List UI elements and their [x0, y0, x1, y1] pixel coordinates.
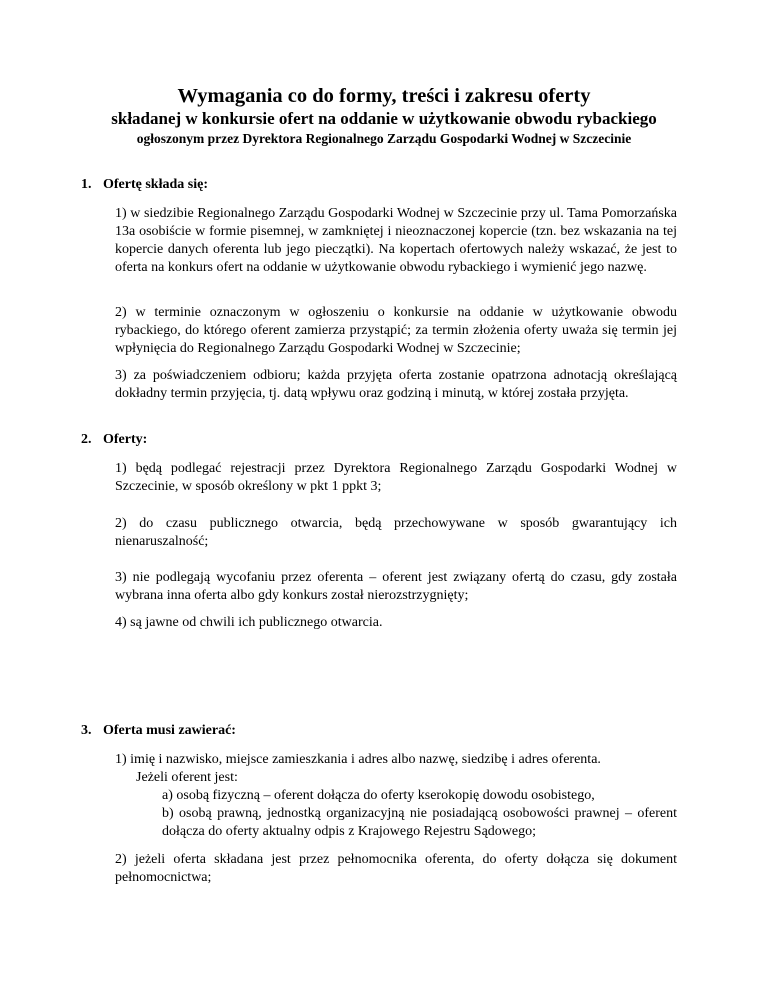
section-2-item-2: 2) do czasu publicznego otwarcia, będą przechowywane w sposób gwarantujący ich nienaruszalność; — [115, 516, 677, 549]
section-3-item-1-continuation: Jeżeli oferent jest: — [136, 770, 238, 785]
section-1-heading — [81, 176, 208, 194]
section-3-subitem-a: a) osobą fizyczną – oferent dołącza do oferty kserokopię dowodu osobistego, — [162, 788, 595, 803]
section-2-item-1: 1) będą podlegać rejestracji przez Dyrektora Regionalnego Zarządu Gospodarki Wodnej w Szczecinie, w sposób określony w pkt 1 ppkt 3; — [115, 461, 677, 494]
section-2-item-4: 4) są jawne od chwili ich publicznego otwarcia. — [115, 615, 383, 630]
section-3-item-2: 2) jeżeli oferta składana jest przez pełnomocnika oferenta, do oferty dołącza się dokument pełnomocnictwa; — [115, 852, 677, 885]
document-title: Wymagania co do formy, treści i zakresu oferty — [177, 85, 591, 107]
section-heading-text: Oferta musi zawierać: — [103, 723, 236, 738]
section-1-item-1: 1) w siedzibie Regionalnego Zarządu Gospodarki Wodnej w Szczecinie przy ul. Tama Pomorzańska 13a osobiście w formie pisemnej, w zamkniętej i nieoznaczonej kopercie (tzn. bez wskazania na tej kopercie danych oferenta lub jego pieczątki). Na kopertach ofertowych należy wskazać, że jest to oferta na konkurs ofert na oddanie w użytkowanie obwodu rybackiego i wymienić jego nazwę. — [115, 206, 677, 275]
section-1-item-3: 3) za poświadczeniem odbioru; każda przyjęta oferta zostanie opatrzona adnotacją określającą dokładny termin przyjęcia, tj. datą wpływu oraz godziną i minutą, w której została przyjęta. — [115, 368, 677, 401]
section-3-subitem-b: b) osobą prawną, jednostką organizacyjną nie posiadającą osobowości prawnej – oferent dołącza do oferty aktualny odpis z Krajowego Rejestru Sądowego; — [162, 806, 677, 839]
section-1-item-2: 2) w terminie oznaczonym w ogłoszeniu o konkursie na oddanie w użytkowanie obwodu rybackiego, do którego oferent zamierza przystąpić; za termin złożenia oferty uważa się termin jej wpłynięcia do Regionalnego Zarządu Gospodarki Wodnej w Szczecinie; — [115, 305, 677, 356]
section-heading-text: Oferty: — [103, 432, 148, 447]
section-2-heading — [81, 431, 147, 449]
section-2-item-3: 3) nie podlegają wycofaniu przez oferenta – oferent jest związany ofertą do czasu, gdy została wybrana inna oferta albo gdy konkurs został nierozstrzygnięty; — [115, 570, 677, 603]
section-3-heading — [81, 722, 236, 740]
section-3-item-1: 1) imię i nazwisko, miejsce zamieszkania i adres albo nazwę, siedzibę i adres oferenta. — [115, 752, 601, 767]
section-number: 2. — [81, 432, 92, 447]
section-number: 1. — [81, 177, 92, 192]
document-subtitle: składanej w konkursie ofert na oddanie w użytkowanie obwodu rybackiego — [111, 109, 657, 128]
section-heading-text: Ofertę składa się: — [103, 177, 208, 192]
section-number: 3. — [81, 723, 92, 738]
document-subtitle-issuer: ogłoszonym przez Dyrektora Regionalnego Zarządu Gospodarki Wodnej w Szczecinie — [136, 131, 632, 146]
